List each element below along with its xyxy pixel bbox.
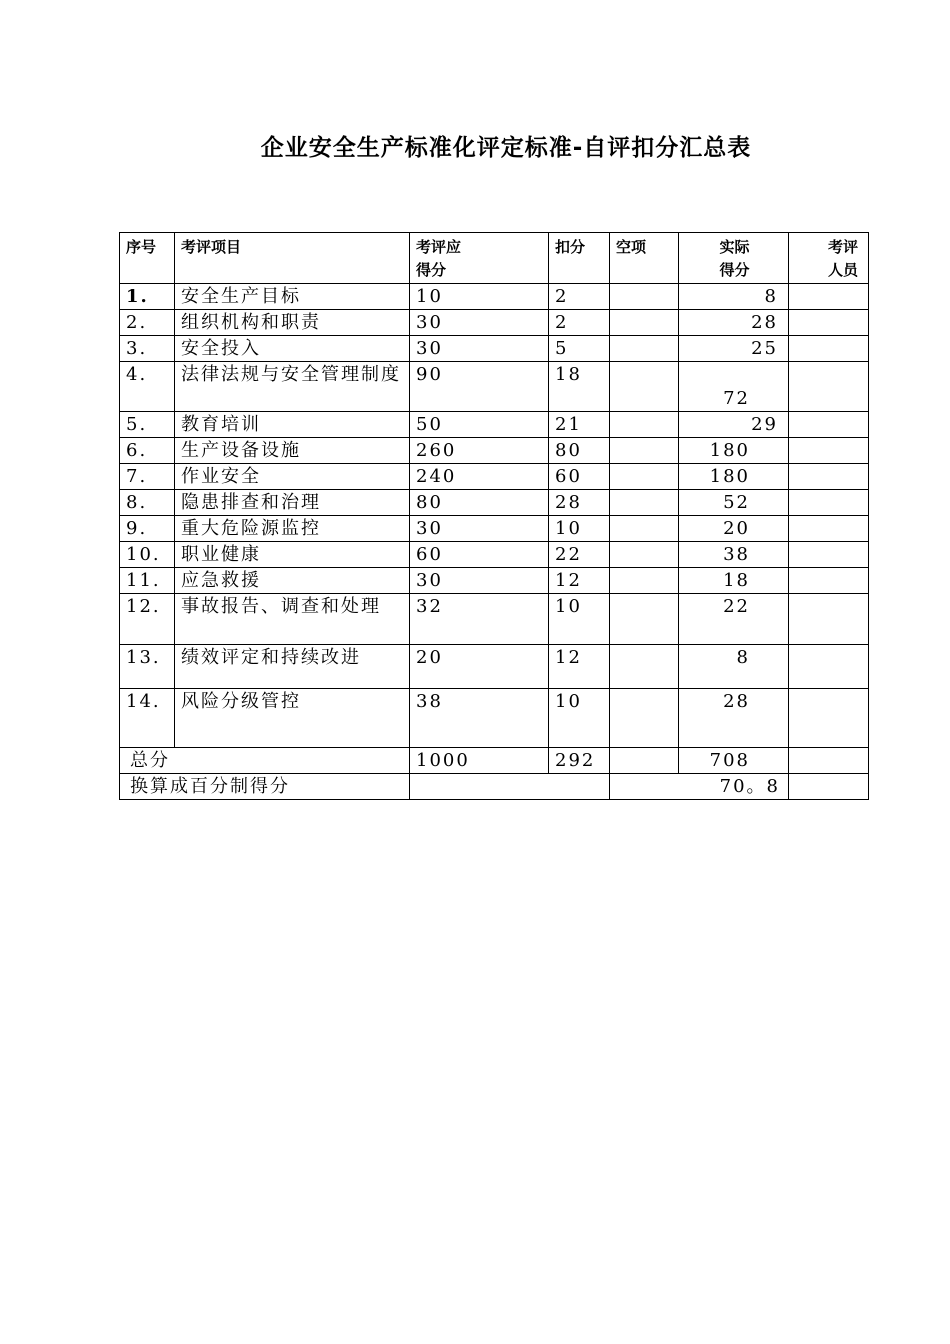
row-should: 30 bbox=[410, 568, 549, 594]
row-should: 90 bbox=[410, 362, 549, 412]
row-item: 应急救援 bbox=[175, 568, 410, 594]
row-reviewer bbox=[789, 438, 869, 464]
row-no: 1. bbox=[120, 284, 175, 310]
score-summary-table bbox=[119, 232, 869, 800]
row-empty bbox=[610, 310, 679, 336]
row-no: 4. bbox=[120, 362, 175, 412]
row-deduct: 21 bbox=[549, 412, 610, 438]
row-no: 5. bbox=[120, 412, 175, 438]
row-actual: 8 bbox=[679, 284, 789, 310]
row-item: 绩效评定和持续改进 bbox=[175, 645, 410, 689]
row-actual: 72 bbox=[679, 362, 789, 412]
row-reviewer bbox=[789, 464, 869, 490]
row-actual: 52 bbox=[679, 490, 789, 516]
total-deduct: 292 bbox=[549, 748, 610, 774]
row-deduct: 5 bbox=[549, 336, 610, 362]
row-reviewer bbox=[789, 689, 869, 748]
row-reviewer bbox=[789, 568, 869, 594]
row-should: 30 bbox=[410, 516, 549, 542]
converted-blank bbox=[410, 774, 610, 800]
row-actual: 20 bbox=[679, 516, 789, 542]
row-no: 11. bbox=[120, 568, 175, 594]
row-deduct: 12 bbox=[549, 568, 610, 594]
table-row bbox=[120, 412, 869, 438]
row-reviewer bbox=[789, 310, 869, 336]
table-body bbox=[120, 284, 869, 800]
row-item: 安全投入 bbox=[175, 336, 410, 362]
row-item: 隐患排查和治理 bbox=[175, 490, 410, 516]
row-should: 20 bbox=[410, 645, 549, 689]
total-reviewer bbox=[789, 748, 869, 774]
total-label: 总分 bbox=[120, 748, 410, 774]
row-should: 30 bbox=[410, 336, 549, 362]
row-deduct: 12 bbox=[549, 645, 610, 689]
row-no: 6. bbox=[120, 438, 175, 464]
row-item: 法律法规与安全管理制度 bbox=[175, 362, 410, 412]
table-row bbox=[120, 689, 869, 748]
row-deduct: 2 bbox=[549, 284, 610, 310]
table-row bbox=[120, 645, 869, 689]
row-item: 生产设备设施 bbox=[175, 438, 410, 464]
converted-value: 70。8 bbox=[610, 774, 789, 800]
row-actual: 22 bbox=[679, 594, 789, 645]
header-empty-items: 空项 bbox=[610, 233, 679, 284]
row-should: 80 bbox=[410, 490, 549, 516]
header-deduct: 扣分 bbox=[549, 233, 610, 284]
row-reviewer bbox=[789, 336, 869, 362]
table-row bbox=[120, 464, 869, 490]
table-row bbox=[120, 542, 869, 568]
header-item: 考评项目 bbox=[175, 233, 410, 284]
table-row bbox=[120, 336, 869, 362]
row-reviewer bbox=[789, 645, 869, 689]
row-should: 38 bbox=[410, 689, 549, 748]
row-item: 重大危险源监控 bbox=[175, 516, 410, 542]
row-deduct: 22 bbox=[549, 542, 610, 568]
table-header bbox=[120, 233, 869, 284]
row-no: 10. bbox=[120, 542, 175, 568]
row-empty bbox=[610, 336, 679, 362]
row-deduct: 18 bbox=[549, 362, 610, 412]
row-deduct: 2 bbox=[549, 310, 610, 336]
converted-score-row bbox=[120, 774, 869, 800]
row-empty bbox=[610, 362, 679, 412]
row-should: 60 bbox=[410, 542, 549, 568]
row-empty bbox=[610, 689, 679, 748]
row-no: 9. bbox=[120, 516, 175, 542]
row-item: 组织机构和职责 bbox=[175, 310, 410, 336]
row-reviewer bbox=[789, 542, 869, 568]
row-deduct: 10 bbox=[549, 516, 610, 542]
row-deduct: 80 bbox=[549, 438, 610, 464]
row-deduct: 10 bbox=[549, 689, 610, 748]
header-reviewer: 考评 人员 bbox=[789, 233, 869, 284]
row-item: 安全生产目标 bbox=[175, 284, 410, 310]
row-no: 8. bbox=[120, 490, 175, 516]
row-empty bbox=[610, 516, 679, 542]
table-row bbox=[120, 284, 869, 310]
header-should-score: 考评应 得分 bbox=[410, 233, 549, 284]
row-empty bbox=[610, 645, 679, 689]
table-row bbox=[120, 516, 869, 542]
document-title: 企业安全生产标准化评定标准-自评扣分汇总表 bbox=[260, 135, 752, 161]
row-empty bbox=[610, 542, 679, 568]
row-no: 13. bbox=[120, 645, 175, 689]
row-reviewer bbox=[789, 412, 869, 438]
row-actual: 180 bbox=[679, 464, 789, 490]
row-empty bbox=[610, 594, 679, 645]
row-actual: 38 bbox=[679, 542, 789, 568]
table-row bbox=[120, 310, 869, 336]
row-empty bbox=[610, 438, 679, 464]
row-actual: 180 bbox=[679, 438, 789, 464]
row-should: 30 bbox=[410, 310, 549, 336]
table-row bbox=[120, 490, 869, 516]
row-should: 32 bbox=[410, 594, 549, 645]
row-actual: 25 bbox=[679, 336, 789, 362]
row-deduct: 60 bbox=[549, 464, 610, 490]
table-row bbox=[120, 362, 869, 412]
row-actual: 18 bbox=[679, 568, 789, 594]
row-no: 2. bbox=[120, 310, 175, 336]
row-no: 3. bbox=[120, 336, 175, 362]
row-item: 风险分级管控 bbox=[175, 689, 410, 748]
row-actual: 8 bbox=[679, 645, 789, 689]
converted-reviewer bbox=[789, 774, 869, 800]
row-empty bbox=[610, 464, 679, 490]
row-empty bbox=[610, 568, 679, 594]
row-item: 职业健康 bbox=[175, 542, 410, 568]
table-row bbox=[120, 568, 869, 594]
header-seq: 序号 bbox=[120, 233, 175, 284]
total-empty bbox=[610, 748, 679, 774]
row-should: 240 bbox=[410, 464, 549, 490]
row-empty bbox=[610, 284, 679, 310]
row-item: 事故报告、调查和处理 bbox=[175, 594, 410, 645]
row-should: 10 bbox=[410, 284, 549, 310]
total-actual: 708 bbox=[679, 748, 789, 774]
row-deduct: 10 bbox=[549, 594, 610, 645]
row-no: 12. bbox=[120, 594, 175, 645]
row-no: 7. bbox=[120, 464, 175, 490]
total-row bbox=[120, 748, 869, 774]
row-no: 14. bbox=[120, 689, 175, 748]
row-item: 教育培训 bbox=[175, 412, 410, 438]
row-deduct: 28 bbox=[549, 490, 610, 516]
row-reviewer bbox=[789, 284, 869, 310]
table-row bbox=[120, 438, 869, 464]
table-row bbox=[120, 594, 869, 645]
row-reviewer bbox=[789, 516, 869, 542]
row-empty bbox=[610, 490, 679, 516]
row-actual: 28 bbox=[679, 310, 789, 336]
row-item: 作业安全 bbox=[175, 464, 410, 490]
row-reviewer bbox=[789, 490, 869, 516]
row-reviewer bbox=[789, 362, 869, 412]
row-actual: 29 bbox=[679, 412, 789, 438]
row-should: 260 bbox=[410, 438, 549, 464]
header-actual-score: 实际 得分 bbox=[679, 233, 789, 284]
row-reviewer bbox=[789, 594, 869, 645]
row-empty bbox=[610, 412, 679, 438]
row-actual: 28 bbox=[679, 689, 789, 748]
row-should: 50 bbox=[410, 412, 549, 438]
converted-label: 换算成百分制得分 bbox=[120, 774, 410, 800]
total-should: 1000 bbox=[410, 748, 549, 774]
